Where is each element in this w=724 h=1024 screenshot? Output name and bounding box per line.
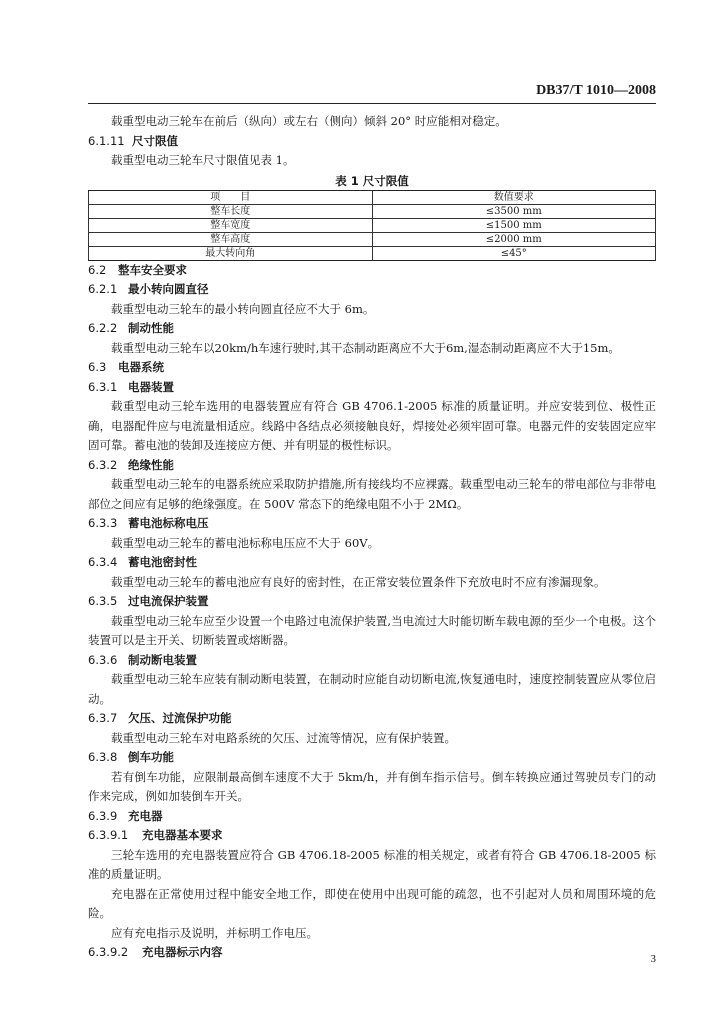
paragraph: 载重型电动三轮车的蓄电池标称电压应不大于 60V。 <box>111 535 380 550</box>
section-title: 电器装置 <box>128 379 174 394</box>
section-title: 蓄电池密封性 <box>128 555 197 569</box>
section-heading <box>88 748 656 768</box>
section-title: 整车安全要求 <box>118 262 187 277</box>
section-heading <box>88 826 656 846</box>
section-number: 6.3.9.1 <box>88 828 129 842</box>
section-title: 制动性能 <box>128 321 174 335</box>
section-title: 蓄电池标称电压 <box>128 516 209 530</box>
section-title: 充电器基本要求 <box>142 828 223 842</box>
table-title: 表 1 尺寸限值 <box>335 173 409 188</box>
section-number: 6.3.6 <box>88 652 118 667</box>
paragraph: 应有充电指示及说明，并标明工作电压。 <box>111 925 318 940</box>
section-title: 充电器 <box>128 808 163 823</box>
paragraph: 载重型电动三轮车的最小转向圆直径应不大于 6m。 <box>111 301 375 316</box>
section-number: 6.2.1 <box>88 282 118 296</box>
section-heading <box>88 514 656 534</box>
paragraph: 载重型电动三轮车应装有制动断电装置，在制动时应能自动切断电流,恢复通电时，速度控制装置应从零位启动。 <box>88 672 656 706</box>
section-heading <box>88 592 656 612</box>
dimension-limits-table <box>88 190 656 261</box>
section-heading <box>88 358 656 378</box>
table-header: 项 目 <box>89 190 373 204</box>
section-title: 尺寸限值 <box>132 133 178 148</box>
table-cell: ≤3500 mm <box>372 204 656 218</box>
section-heading <box>88 456 656 476</box>
section-heading <box>88 553 656 573</box>
section-heading <box>88 943 656 963</box>
table-header: 数值要求 <box>372 190 656 204</box>
section-number: 6.3.9.2 <box>88 945 129 959</box>
section-heading <box>88 319 656 339</box>
paragraph: 载重型电动三轮车以20km/h车速行驶时,其干态制动距离应不大于6m,湿态制动距离应不大于15m。 <box>111 340 620 355</box>
table-cell: ≤1500 mm <box>372 218 656 232</box>
section-title: 制动断电装置 <box>128 652 197 667</box>
table-cell: ≤45° <box>372 246 656 260</box>
section-title: 电器系统 <box>118 360 164 374</box>
table-cell: 整车高度 <box>89 232 373 246</box>
section-number: 6.3.9 <box>88 808 118 823</box>
section-number: 6.3 <box>88 360 107 374</box>
section-heading <box>88 807 656 827</box>
section-number: 6.3.2 <box>88 457 118 472</box>
table-cell: ≤2000 mm <box>372 232 656 246</box>
table-row <box>89 246 656 260</box>
section-number: 6.3.7 <box>88 711 118 725</box>
section-title: 充电器标示内容 <box>142 945 223 959</box>
section-title: 最小转向圆直径 <box>128 282 209 296</box>
paragraph: 载重型电动三轮车选用的电器装置应有符合 GB 4706.1-2005 标准的质量证明。并应安装到位、极性正确，电器配件应与电流量相适应。线路中各结点必须接触良好，焊接处必须牢固可靠。电器元件的安装固定应牢固可靠。蓄电池的装卸及连接应方便、并有明显的极性标识。 <box>88 399 656 452</box>
section-title: 倒车功能 <box>128 750 174 764</box>
table-cell: 最大转向角 <box>89 246 373 260</box>
table-row <box>89 218 656 232</box>
header-rule <box>88 103 656 104</box>
section-title: 过电流保护装置 <box>128 594 209 608</box>
table-cell: 整车宽度 <box>89 218 373 232</box>
paragraph: 载重型电动三轮车对电路系统的欠压、过流等情况，应有保护装置。 <box>111 730 456 745</box>
section-number: 6.3.3 <box>88 516 118 530</box>
section-heading <box>88 709 656 729</box>
section-heading <box>88 261 656 281</box>
paragraph: 载重型电动三轮车尺寸限值见表 1。 <box>111 153 295 167</box>
paragraph: 载重型电动三轮车在前后（纵向）或左右（侧向）倾斜 20° 时应能相对稳定。 <box>111 114 507 128</box>
section-number: 6.2.2 <box>88 321 118 335</box>
document-number: DB37/T 1010—2008 <box>536 83 656 98</box>
section-number: 6.3.1 <box>88 379 118 394</box>
section-heading <box>88 378 656 398</box>
paragraph: 载重型电动三轮车的蓄电池应有良好的密封性，在正常安装位置条件下充放电时不应有渗漏现象。 <box>111 574 606 589</box>
table-row <box>89 204 656 218</box>
paragraph: 载重型电动三轮车的电器系统应采取防护措施,所有接线均不应裸露。载重型电动三轮车的带电部位与非带电部位之间应有足够的绝缘强度。在 500V 常态下的绝缘电阻不小于 2MΩ。 <box>88 477 656 511</box>
paragraph: 三轮车选用的充电器装置应符合 GB 4706.18-2005 标准的相关规定，或者有符合 GB 4706.18-2005 标准的质量证明。 <box>88 847 656 881</box>
paragraph: 充电器在正常使用过程中能安全地工作，即使在使用中出现可能的疏忽，也不引起对人员和周围环境的危险。 <box>88 886 656 920</box>
section-number: 6.3.4 <box>88 555 118 569</box>
page-number: 3 <box>650 953 656 965</box>
section-title: 欠压、过流保护功能 <box>128 711 232 725</box>
table-row <box>89 232 656 246</box>
section-number: 6.3.5 <box>88 594 118 608</box>
paragraph: 若有倒车功能，应限制最高倒车速度不大于 5km/h，并有倒车指示信号。倒车转换应通过驾驶员专门的动作来完成，例如加装倒车开关。 <box>88 769 656 803</box>
section-heading <box>88 132 656 152</box>
section-number: 6.1.11 <box>88 133 125 148</box>
section-heading <box>88 280 656 300</box>
paragraph: 载重型电动三轮车应至少设置一个电路过电流保护装置,当电流过大时能切断车载电源的至少一个电极。这个装置可以是主开关、切断装置或熔断器。 <box>88 613 656 647</box>
section-heading <box>88 651 656 671</box>
section-number: 6.3.8 <box>88 750 118 764</box>
table-cell: 整车长度 <box>89 204 373 218</box>
section-title: 绝缘性能 <box>128 457 174 472</box>
section-number: 6.2 <box>88 262 107 277</box>
page-content <box>88 112 656 963</box>
